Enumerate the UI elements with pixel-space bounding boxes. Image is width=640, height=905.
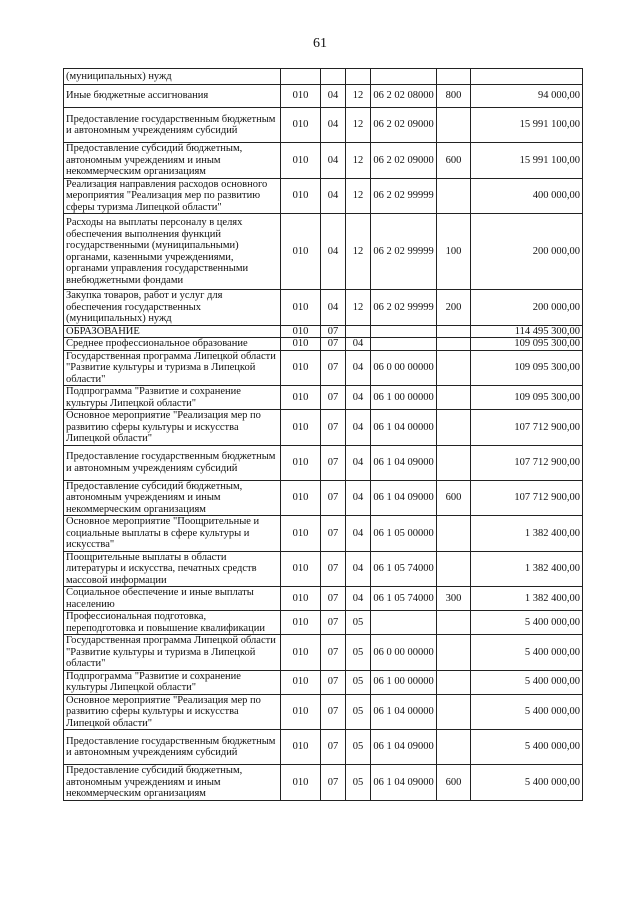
amount-cell: 5 400 000,00 xyxy=(471,635,583,671)
table-row xyxy=(64,670,583,694)
subsection-code-cell: 05 xyxy=(346,694,371,730)
section-code-cell: 07 xyxy=(321,338,346,351)
amount-cell: 109 095 300,00 xyxy=(471,350,583,386)
ministry-code-cell: 010 xyxy=(281,386,321,410)
target-article-cell xyxy=(371,338,437,351)
row-name-cell: Подпрограмма "Развитие и сохранение культуры Липецкой области" xyxy=(64,670,281,694)
ministry-code-cell: 010 xyxy=(281,611,321,635)
budget-table-body xyxy=(64,69,583,801)
expense-type-cell xyxy=(437,108,471,143)
target-article-cell: 06 2 02 99999 xyxy=(371,290,437,326)
expense-type-cell: 600 xyxy=(437,143,471,179)
table-row xyxy=(64,694,583,730)
table-row xyxy=(64,290,583,326)
expense-type-cell xyxy=(437,694,471,730)
target-article-cell: 06 1 04 00000 xyxy=(371,694,437,730)
ministry-code-cell: 010 xyxy=(281,85,321,108)
amount-cell: 5 400 000,00 xyxy=(471,694,583,730)
amount-cell: 1 382 400,00 xyxy=(471,516,583,552)
expense-type-cell xyxy=(437,635,471,671)
table-row xyxy=(64,587,583,611)
subsection-code-cell: 04 xyxy=(346,386,371,410)
ministry-code-cell: 010 xyxy=(281,214,321,290)
expense-type-cell xyxy=(437,350,471,386)
amount-cell: 5 400 000,00 xyxy=(471,730,583,765)
amount-cell: 5 400 000,00 xyxy=(471,611,583,635)
section-code-cell: 07 xyxy=(321,635,346,671)
row-name-cell: Расходы на выплаты персоналу в целях обеспечения выполнения функций государственными (муниципальными) органами, казенными учреждениями, органами управления государственными внебюджетными фондами xyxy=(64,214,281,290)
amount-cell: 107 712 900,00 xyxy=(471,445,583,480)
table-row xyxy=(64,143,583,179)
subsection-code-cell xyxy=(346,325,371,338)
ministry-code-cell: 010 xyxy=(281,480,321,516)
row-name-cell: Среднее профессиональное образование xyxy=(64,338,281,351)
row-name-cell: Основное мероприятие "Реализация мер по развитию сферы культуры и искусства Липецкой области" xyxy=(64,694,281,730)
target-article-cell: 06 1 05 74000 xyxy=(371,551,437,587)
subsection-code-cell: 04 xyxy=(346,587,371,611)
section-code-cell: 07 xyxy=(321,587,346,611)
table-row xyxy=(64,551,583,587)
row-name-cell: Социальное обеспечение и иные выплаты населению xyxy=(64,587,281,611)
subsection-code-cell: 04 xyxy=(346,445,371,480)
subsection-code-cell xyxy=(346,69,371,85)
expense-type-cell xyxy=(437,611,471,635)
row-name-cell: Реализация направления расходов основного мероприятия "Реализация мер по развитию сферы туризма Липецкой области" xyxy=(64,178,281,214)
row-name-cell: Иные бюджетные ассигнования xyxy=(64,85,281,108)
target-article-cell: 06 0 00 00000 xyxy=(371,635,437,671)
row-name-cell: Предоставление государственным бюджетным и автономным учреждениям субсидий xyxy=(64,730,281,765)
row-name-cell: Предоставление субсидий бюджетным, автономным учреждениям и иным некоммерческим организациям xyxy=(64,143,281,179)
expense-type-cell xyxy=(437,69,471,85)
section-code-cell: 04 xyxy=(321,178,346,214)
budget-table xyxy=(63,68,583,801)
table-row xyxy=(64,635,583,671)
amount-cell xyxy=(471,69,583,85)
section-code-cell: 04 xyxy=(321,290,346,326)
table-row xyxy=(64,480,583,516)
subsection-code-cell: 12 xyxy=(346,178,371,214)
ministry-code-cell: 010 xyxy=(281,325,321,338)
expense-type-cell xyxy=(437,178,471,214)
expense-type-cell xyxy=(437,410,471,446)
expense-type-cell xyxy=(437,325,471,338)
expense-type-cell: 600 xyxy=(437,765,471,801)
section-code-cell: 07 xyxy=(321,516,346,552)
amount-cell: 109 095 300,00 xyxy=(471,386,583,410)
section-code-cell: 07 xyxy=(321,410,346,446)
subsection-code-cell: 05 xyxy=(346,611,371,635)
expense-type-cell: 300 xyxy=(437,587,471,611)
table-row xyxy=(64,386,583,410)
section-code-cell: 07 xyxy=(321,765,346,801)
amount-cell: 1 382 400,00 xyxy=(471,551,583,587)
row-name-cell: Основное мероприятие "Реализация мер по развитию сферы культуры и искусства Липецкой области" xyxy=(64,410,281,446)
expense-type-cell xyxy=(437,670,471,694)
target-article-cell: 06 0 00 00000 xyxy=(371,350,437,386)
row-name-cell: ОБРАЗОВАНИЕ xyxy=(64,325,281,338)
table-row xyxy=(64,410,583,446)
amount-cell: 15 991 100,00 xyxy=(471,143,583,179)
expense-type-cell: 200 xyxy=(437,290,471,326)
ministry-code-cell: 010 xyxy=(281,350,321,386)
table-row xyxy=(64,178,583,214)
section-code-cell: 07 xyxy=(321,611,346,635)
subsection-code-cell: 12 xyxy=(346,290,371,326)
table-row xyxy=(64,350,583,386)
section-code-cell: 07 xyxy=(321,386,346,410)
target-article-cell: 06 2 02 99999 xyxy=(371,214,437,290)
target-article-cell: 06 2 02 99999 xyxy=(371,178,437,214)
ministry-code-cell: 010 xyxy=(281,338,321,351)
table-row xyxy=(64,765,583,801)
ministry-code-cell xyxy=(281,69,321,85)
section-code-cell: 07 xyxy=(321,350,346,386)
target-article-cell: 06 1 00 00000 xyxy=(371,386,437,410)
ministry-code-cell: 010 xyxy=(281,551,321,587)
expense-type-cell xyxy=(437,386,471,410)
target-article-cell xyxy=(371,611,437,635)
amount-cell: 94 000,00 xyxy=(471,85,583,108)
ministry-code-cell: 010 xyxy=(281,765,321,801)
row-name-cell: Государственная программа Липецкой области "Развитие культуры и туризма в Липецкой области" xyxy=(64,350,281,386)
row-name-cell: Подпрограмма "Развитие и сохранение культуры Липецкой области" xyxy=(64,386,281,410)
section-code-cell: 07 xyxy=(321,445,346,480)
subsection-code-cell: 04 xyxy=(346,410,371,446)
target-article-cell: 06 1 04 09000 xyxy=(371,480,437,516)
table-row xyxy=(64,108,583,143)
ministry-code-cell: 010 xyxy=(281,290,321,326)
subsection-code-cell: 12 xyxy=(346,214,371,290)
table-row xyxy=(64,611,583,635)
amount-cell: 1 382 400,00 xyxy=(471,587,583,611)
ministry-code-cell: 010 xyxy=(281,178,321,214)
ministry-code-cell: 010 xyxy=(281,445,321,480)
table-row xyxy=(64,325,583,338)
section-code-cell: 04 xyxy=(321,143,346,179)
row-name-cell: Государственная программа Липецкой области "Развитие культуры и туризма в Липецкой области" xyxy=(64,635,281,671)
subsection-code-cell: 12 xyxy=(346,143,371,179)
table-row xyxy=(64,338,583,351)
table-row xyxy=(64,516,583,552)
page-number: 61 xyxy=(313,36,327,51)
row-name-cell: Предоставление субсидий бюджетным, автономным учреждениям и иным некоммерческим организациям xyxy=(64,765,281,801)
subsection-code-cell: 04 xyxy=(346,350,371,386)
subsection-code-cell: 12 xyxy=(346,108,371,143)
expense-type-cell: 100 xyxy=(437,214,471,290)
target-article-cell: 06 1 04 09000 xyxy=(371,445,437,480)
target-article-cell: 06 1 05 74000 xyxy=(371,587,437,611)
row-name-cell: Предоставление государственным бюджетным и автономным учреждениям субсидий xyxy=(64,108,281,143)
subsection-code-cell: 04 xyxy=(346,551,371,587)
subsection-code-cell: 05 xyxy=(346,765,371,801)
row-name-cell: Предоставление государственным бюджетным и автономным учреждениям субсидий xyxy=(64,445,281,480)
row-name-cell: Закупка товаров, работ и услуг для обеспечения государственных (муниципальных) нужд xyxy=(64,290,281,326)
ministry-code-cell: 010 xyxy=(281,730,321,765)
target-article-cell: 06 1 00 00000 xyxy=(371,670,437,694)
section-code-cell: 07 xyxy=(321,730,346,765)
ministry-code-cell: 010 xyxy=(281,410,321,446)
amount-cell: 107 712 900,00 xyxy=(471,480,583,516)
subsection-code-cell: 04 xyxy=(346,480,371,516)
section-code-cell xyxy=(321,69,346,85)
row-name-cell: Профессиональная подготовка, переподготовка и повышение квалификации xyxy=(64,611,281,635)
table-row xyxy=(64,214,583,290)
amount-cell: 114 495 300,00 xyxy=(471,325,583,338)
amount-cell: 200 000,00 xyxy=(471,214,583,290)
amount-cell: 5 400 000,00 xyxy=(471,765,583,801)
table-row xyxy=(64,85,583,108)
section-code-cell: 04 xyxy=(321,214,346,290)
section-code-cell: 07 xyxy=(321,694,346,730)
expense-type-cell xyxy=(437,338,471,351)
amount-cell: 107 712 900,00 xyxy=(471,410,583,446)
target-article-cell: 06 1 04 09000 xyxy=(371,765,437,801)
row-name-cell: (муниципальных) нужд xyxy=(64,69,281,85)
subsection-code-cell: 05 xyxy=(346,635,371,671)
target-article-cell: 06 2 02 09000 xyxy=(371,108,437,143)
section-code-cell: 07 xyxy=(321,480,346,516)
table-row xyxy=(64,730,583,765)
target-article-cell: 06 1 04 09000 xyxy=(371,730,437,765)
section-code-cell: 07 xyxy=(321,551,346,587)
ministry-code-cell: 010 xyxy=(281,587,321,611)
amount-cell: 109 095 300,00 xyxy=(471,338,583,351)
amount-cell: 200 000,00 xyxy=(471,290,583,326)
amount-cell: 5 400 000,00 xyxy=(471,670,583,694)
subsection-code-cell: 12 xyxy=(346,85,371,108)
section-code-cell: 07 xyxy=(321,670,346,694)
target-article-cell xyxy=(371,69,437,85)
section-code-cell: 07 xyxy=(321,325,346,338)
ministry-code-cell: 010 xyxy=(281,108,321,143)
row-name-cell: Поощрительные выплаты в области литературы и искусства, печатных средств массовой информации xyxy=(64,551,281,587)
target-article-cell: 06 2 02 08000 xyxy=(371,85,437,108)
section-code-cell: 04 xyxy=(321,108,346,143)
target-article-cell: 06 2 02 09000 xyxy=(371,143,437,179)
expense-type-cell xyxy=(437,445,471,480)
ministry-code-cell: 010 xyxy=(281,143,321,179)
amount-cell: 15 991 100,00 xyxy=(471,108,583,143)
expense-type-cell: 800 xyxy=(437,85,471,108)
target-article-cell: 06 1 05 00000 xyxy=(371,516,437,552)
ministry-code-cell: 010 xyxy=(281,635,321,671)
section-code-cell: 04 xyxy=(321,85,346,108)
expense-type-cell xyxy=(437,730,471,765)
expense-type-cell xyxy=(437,516,471,552)
subsection-code-cell: 04 xyxy=(346,516,371,552)
ministry-code-cell: 010 xyxy=(281,670,321,694)
subsection-code-cell: 05 xyxy=(346,670,371,694)
expense-type-cell xyxy=(437,551,471,587)
ministry-code-cell: 010 xyxy=(281,516,321,552)
subsection-code-cell: 05 xyxy=(346,730,371,765)
table-row xyxy=(64,445,583,480)
amount-cell: 400 000,00 xyxy=(471,178,583,214)
expense-type-cell: 600 xyxy=(437,480,471,516)
subsection-code-cell: 04 xyxy=(346,338,371,351)
row-name-cell: Предоставление субсидий бюджетным, автономным учреждениям и иным некоммерческим организациям xyxy=(64,480,281,516)
table-row xyxy=(64,69,583,85)
target-article-cell xyxy=(371,325,437,338)
target-article-cell: 06 1 04 00000 xyxy=(371,410,437,446)
ministry-code-cell: 010 xyxy=(281,694,321,730)
row-name-cell: Основное мероприятие "Поощрительные и социальные выплаты в сфере культуры и искусства" xyxy=(64,516,281,552)
